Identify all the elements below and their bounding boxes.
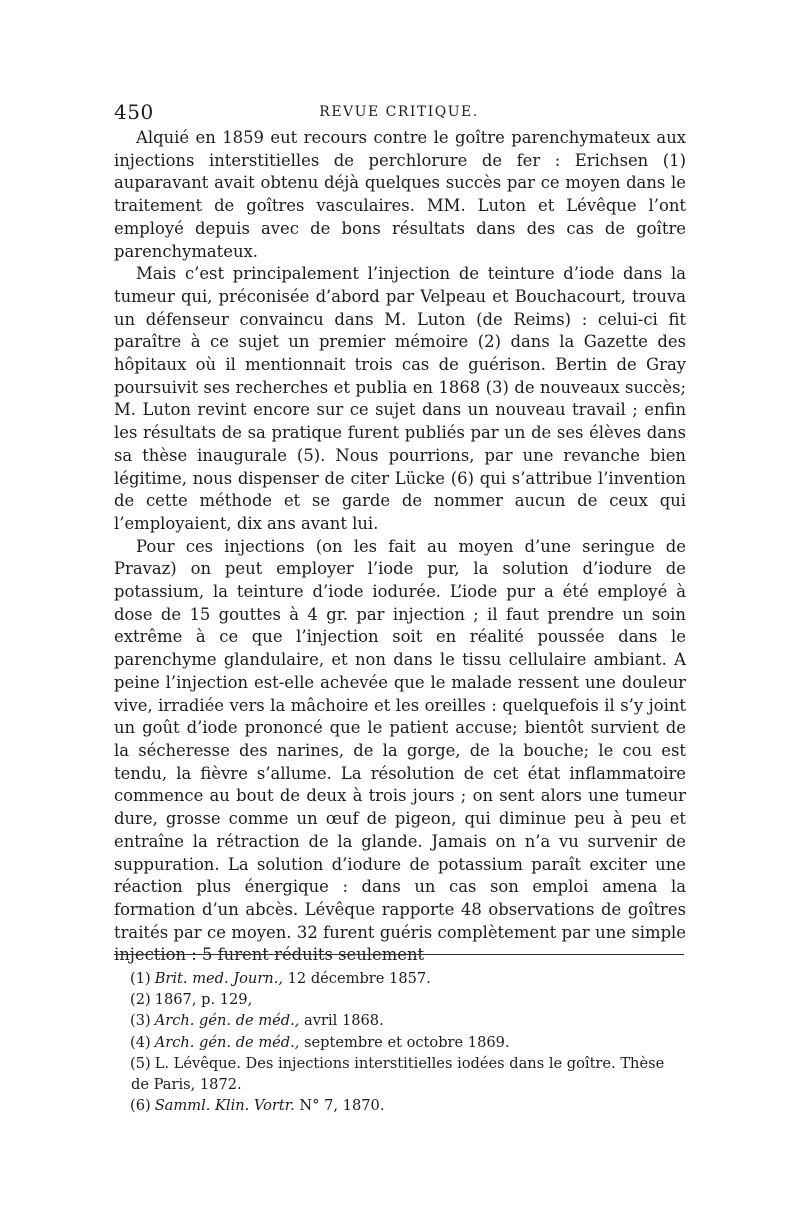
footnote xyxy=(114,1032,686,1053)
footnote-detail: septembre et octobre 1869. xyxy=(299,1033,510,1051)
footnote-number: (6) xyxy=(130,1097,151,1115)
footnote-number: (3) xyxy=(130,1012,151,1030)
footnote xyxy=(114,1053,686,1095)
footnote-source: Samml. Klin. Vortr. xyxy=(154,1097,295,1115)
footnote-source: Arch. gén. de méd., xyxy=(154,1012,300,1030)
footnote-detail: L. Lévêque. Des injections interstitielles iodées dans le goître. Thèse de Paris, 1872. xyxy=(131,1054,665,1094)
paragraph: Mais c’est principalement l’injection de teinture d’iode dans la tumeur qui, préconisée d’abord par Velpeau et Bouchacourt, trouva un défenseur convaincu dans M. Luton (de Reims) : celui-ci fit paraître à ce sujet un premier mémoire (2) dans la Gazette des hôpitaux où il mentionnait trois cas de guérison. Bertin de Gray poursuivit ses recherches et publia en 1868 (3) de nouveaux succès; M. Luton revint encore sur ce sujet dans un nouveau travail ; enfin les résultats de sa pratique furent publiés par un de ses élèves dans sa thèse inaugurale (5). Nous pourrions, par une revanche bien légitime, nous dispenser de citer Lücke (6) qui s’attribue l’invention de cette méthode et se garde de nommer aucun de ceux qui l’employaient, dix ans avant lui. xyxy=(114,264,686,533)
running-head: REVUE CRITIQUE. xyxy=(319,104,479,120)
footnote-detail: N° 7, 1870. xyxy=(294,1097,385,1115)
footnote-detail: 12 décembre 1857. xyxy=(282,970,431,987)
paragraph: Alquié en 1859 eut recours contre le goître parenchymateux aux injections interstitielles de perchlorure de fer : Erichsen (1) auparavant avait obtenu déjà quelques succès par ce moyen dans le traitement de goîtres vasculaires. MM. Luton et Lévêque l’ont employé depuis avec de bons résultats dans des cas de goître parenchymateux. xyxy=(114,128,686,261)
footnote-number: (2) xyxy=(130,991,151,1009)
footnote xyxy=(114,968,686,989)
footnote-number: (4) xyxy=(130,1033,151,1051)
footnote-number: (5) xyxy=(130,1054,151,1072)
footnote xyxy=(114,989,686,1010)
footnotes xyxy=(114,968,686,1116)
body-text xyxy=(114,127,686,967)
footnote xyxy=(114,1010,686,1031)
page-header xyxy=(114,100,684,126)
page-number: 450 xyxy=(114,100,154,124)
footnote-number: (1) xyxy=(130,970,151,987)
paragraph: Pour ces injections (on les fait au moyen d’une seringue de Pravaz) on peut employer l’iode pur, la solution d’iodure de potassium, la teinture d’iode iodurée. L’iode pur a été employé à dose de 15 gouttes à 4 gr. par injection ; il faut prendre un soin extrême à ce que l’injection soit en réalité poussée dans le parenchyme glandulaire, et non dans le tissu cellulaire ambiant. A peine l’injection est-elle achevée que le malade ressent une douleur vive, irradiée vers la mâchoire et les oreilles : quelquefois il s’y joint un goût d’iode prononcé que le patient accuse; bientôt survient de la sécheresse des narines, de la gorge, de la bouche; le cou est tendu, la fièvre s’allume. La résolution de cet état inflammatoire commence au bout de deux à trois jours ; on sent alors une tumeur dure, grosse comme un œuf de pigeon, qui diminue peu à peu et entraîne la rétraction de la glande. Jamais on n’a vu survenir de suppuration. La solution d’iodure de potassium paraît exciter une réaction plus énergique : dans un cas son emploi amena la formation d’un abcès. Lévêque rapporte 48 observations de goîtres traités par ce moyen. 32 furent guéris complètement par une simple injection : 5 furent réduits seulement xyxy=(114,536,686,965)
footnote-source: Brit. med. Journ., xyxy=(154,970,283,987)
footnote-detail: avril 1868. xyxy=(299,1012,384,1030)
footnote-detail: 1867, p. 129, xyxy=(154,991,253,1009)
footnote-divider xyxy=(114,954,684,955)
footnote xyxy=(114,1095,686,1116)
footnote-source: Arch. gén. de méd., xyxy=(154,1033,300,1051)
